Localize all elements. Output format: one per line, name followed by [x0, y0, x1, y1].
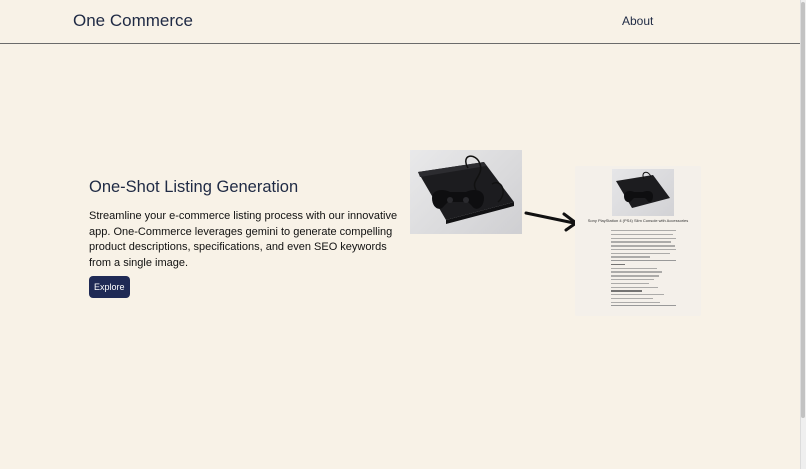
card-description-lines: [611, 230, 676, 309]
brand-logo-link[interactable]: One Commerce: [73, 11, 193, 30]
console-photo-image: [410, 150, 522, 234]
card-product-photo: [612, 169, 674, 216]
generated-listing-card: [575, 166, 701, 316]
card-product-title: Sony PlayStation 4 (PS4) Slim Console with Accessories: [587, 218, 689, 223]
arrow-right-icon: [524, 206, 580, 232]
nav-link-about[interactable]: About: [622, 14, 654, 28]
console-photo: [410, 150, 522, 234]
navbar: [0, 0, 800, 44]
hero-description: Streamline your e-commerce listing process with our innovative app. One-Commerce leverages gemini to generate compelling product descriptions, specifications, and even SEO keywords from a single image.: [89, 210, 398, 269]
hero-title: One-Shot Listing Generation: [89, 178, 299, 196]
card-photo-image: [612, 169, 674, 216]
scrollbar-thumb[interactable]: [801, 2, 805, 418]
explore-button[interactable]: Explore: [89, 276, 130, 298]
